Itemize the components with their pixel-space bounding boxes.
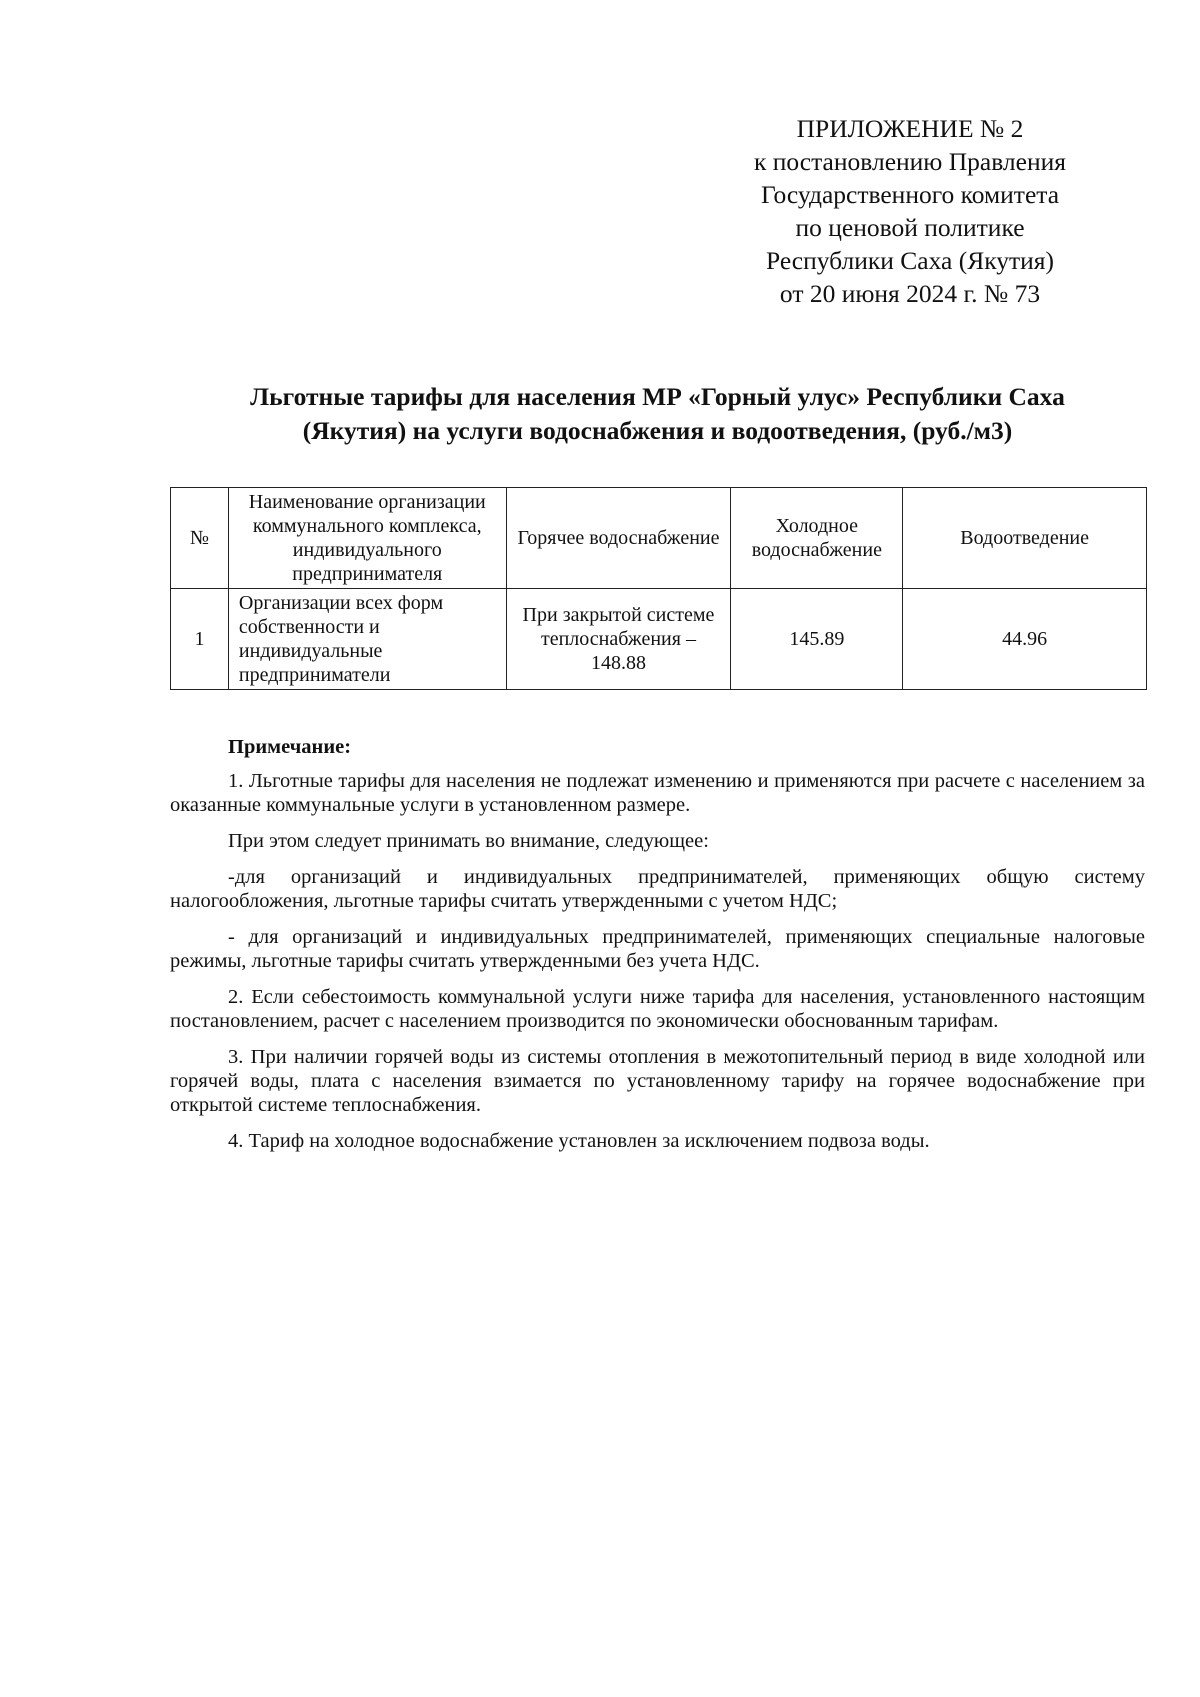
document-title — [170, 380, 1145, 448]
appendix-reference-line: Республики Саха (Якутия) — [765, 246, 1055, 275]
cell-cold-water-tariff: 145.89 — [731, 589, 903, 690]
note-paragraph: 1. Льготные тарифы для населения не подлежат изменению и применяются при расчете с населением за оказанные коммунальные услуги в установленном размере. — [170, 770, 1145, 816]
appendix-number: ПРИЛОЖЕНИЕ № 2 — [796, 114, 1024, 143]
appendix-header — [690, 112, 1130, 310]
notes-section — [170, 735, 1145, 1165]
note-paragraph: При этом следует принимать во внимание, следующее: — [228, 830, 709, 852]
cell-sewerage-tariff: 44.96 — [903, 589, 1147, 690]
column-header-organization: Наименование организации коммунального комплекса, индивидуального предпринимателя — [228, 488, 506, 589]
note-paragraph: 3. При наличии горячей воды из системы отопления в межотопительный период в виде холодной или горячей воды, плата с населения взимается по установленному тарифу на горячее водоснабжение при открытой системе теплоснабжения. — [170, 1046, 1145, 1116]
column-header-cold-water: Холодное водоснабжение — [731, 488, 903, 589]
column-header-sewerage: Водоотведение — [903, 488, 1147, 589]
note-paragraph: 4. Тариф на холодное водоснабжение установлен за исключением подвоза воды. — [228, 1130, 930, 1152]
title-line: Льготные тарифы для населения МР «Горный улус» Республики Саха — [250, 382, 1065, 411]
column-header-number: № — [171, 488, 229, 589]
cell-organization: Организации всех форм собственности и индивидуальные предприниматели — [228, 589, 506, 690]
appendix-reference-line: Государственного комитета — [760, 180, 1060, 209]
note-paragraph: 2. Если себестоимость коммунальной услуги ниже тарифа для населения, установленного настоящим постановлением, расчет с населением производится по экономически обоснованным тарифам. — [170, 986, 1145, 1032]
appendix-reference-line: к постановлению Правления — [753, 147, 1066, 176]
title-line: (Якутия) на услуги водоснабжения и водоотведения, (руб./м3) — [302, 416, 1013, 445]
column-header-hot-water: Горячее водоснабжение — [506, 488, 731, 589]
table-row — [171, 589, 1147, 690]
cell-hot-water-tariff: При закрытой системе теплоснабжения – 148.88 — [506, 589, 731, 690]
appendix-date-line: от 20 июня 2024 г. № 73 — [779, 279, 1041, 308]
cell-number: 1 — [171, 589, 229, 690]
appendix-reference-line: по ценовой политике — [795, 213, 1025, 242]
tariffs-table — [170, 487, 1147, 690]
note-paragraph: - для организаций и индивидуальных предпринимателей, применяющих специальные налоговые режимы, льготные тарифы считать утвержденными без учета НДС. — [170, 926, 1145, 972]
table-header-row — [171, 488, 1147, 589]
notes-title: Примечание: — [228, 736, 352, 758]
note-paragraph: -для организаций и индивидуальных предпринимателей, применяющих общую систему налогообложения, льготные тарифы считать утвержденными с учетом НДС; — [170, 866, 1145, 912]
